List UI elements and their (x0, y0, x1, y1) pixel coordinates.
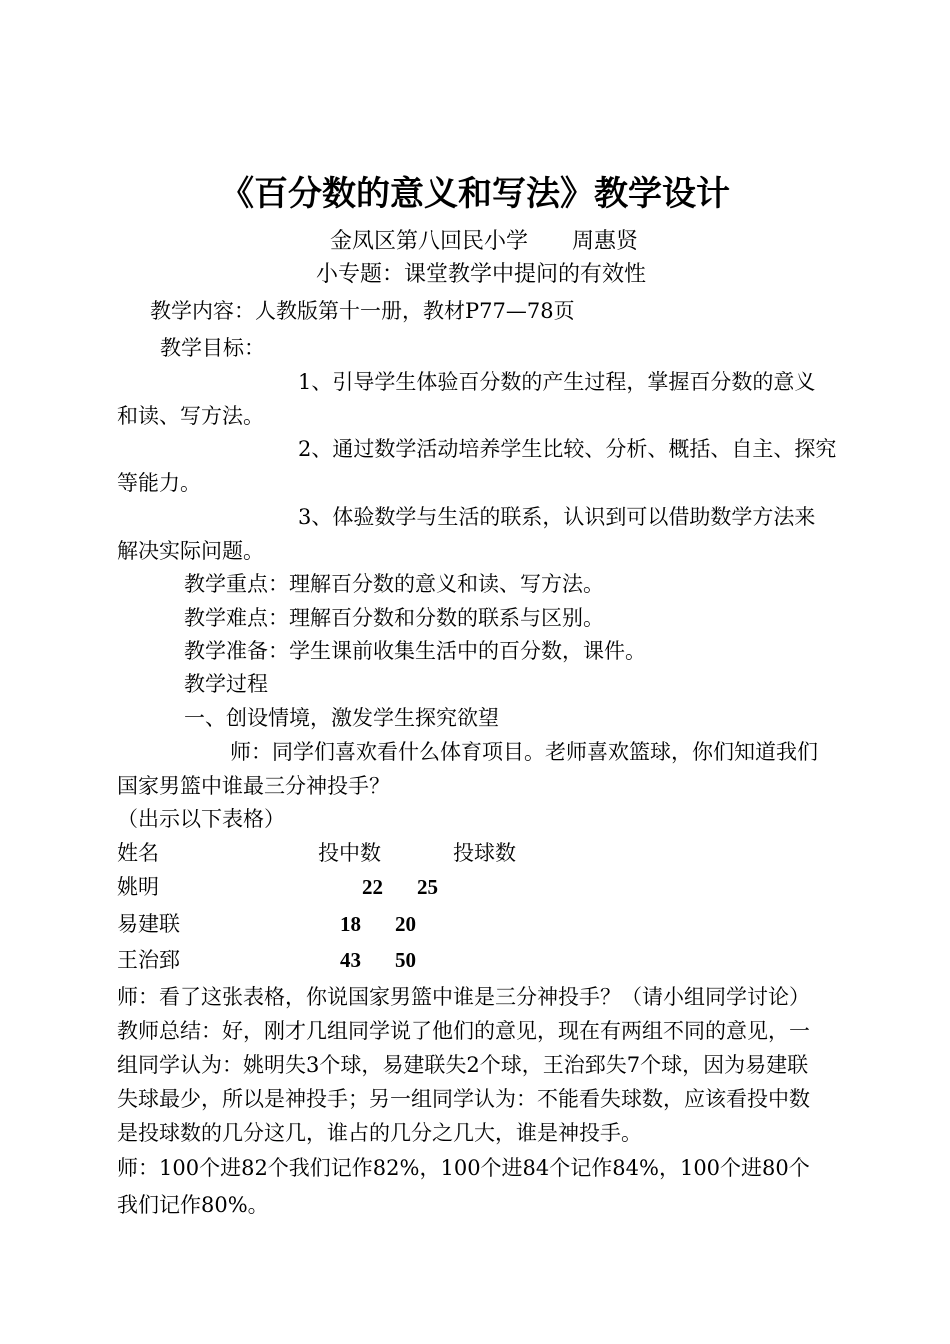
teacher-percent-line-2: 我们记作80%。 (117, 1193, 269, 1217)
topic-line: 小专题：课堂教学中提问的有效性 (316, 262, 647, 287)
teacher-discussion: 师：看了这张表格，你说国家男篮中谁是三分神投手？（请小组同学讨论） (117, 985, 810, 1009)
table-header-made: 投中数 (318, 841, 381, 865)
difficulty: 教学难点：理解百分数和分数的联系与区别。 (184, 606, 604, 630)
goal-1-line-2: 和读、写方法。 (117, 404, 264, 428)
summary-line-2: 组同学认为：姚明失3个球，易建联失2个球，王治郅失7个球，因为易建联 (117, 1053, 809, 1077)
author-line: 金凤区第八回民小学 周惠贤 (330, 229, 639, 254)
teacher-percent-line-1: 师：100个进82个我们记作82%，100个进84个记作84%，100个进80个 (117, 1156, 810, 1180)
teaching-content: 教学内容：人教版第十一册，教材P77—78页 (150, 299, 575, 323)
process-heading: 教学过程 (184, 672, 268, 696)
table-cell-attempts: 25 (417, 875, 438, 899)
table-cell-made: 22 (362, 875, 383, 899)
goal-1-line-1: 1、引导学生体验百分数的产生过程，掌握百分数的意义 (298, 370, 816, 394)
document-title: 《百分数的意义和写法》教学设计 (220, 174, 730, 214)
table-cell-attempts: 20 (395, 912, 416, 936)
goal-3-line-1: 3、体验数学与生活的联系，认识到可以借助数学方法来 (298, 505, 816, 529)
summary-line-1: 教师总结：好，刚才几组同学说了他们的意见，现在有两组不同的意见，一 (117, 1019, 810, 1043)
summary-line-3: 失球最少，所以是神投手；另一组同学认为：不能看失球数，应该看投中数 (117, 1087, 810, 1111)
table-cell-made: 43 (340, 948, 361, 972)
key-point: 教学重点：理解百分数的意义和读、写方法。 (184, 572, 604, 596)
preparation: 教学准备：学生课前收集生活中的百分数，课件。 (184, 639, 646, 663)
goal-2-line-1: 2、通过数学活动培养学生比较、分析、概括、自主、探究 (298, 437, 837, 461)
goal-2-line-2: 等能力。 (117, 471, 201, 495)
summary-line-4: 是投球数的几分这几，谁占的几分之几大，谁是神投手。 (117, 1121, 642, 1145)
show-table-note: （出示以下表格） (117, 807, 285, 831)
table-header-name: 姓名 (117, 841, 159, 865)
table-header-attempts: 投球数 (453, 841, 516, 865)
teacher-question-line-1: 师：同学们喜欢看什么体育项目。老师喜欢篮球，你们知道我们 (230, 740, 818, 764)
section-1-heading: 一、创设情境，激发学生探究欲望 (184, 706, 499, 730)
teacher-question-line-2: 国家男篮中谁最三分神投手？ (117, 774, 390, 798)
table-cell-name: 王治郅 (117, 948, 180, 972)
goal-3-line-2: 解决实际问题。 (117, 539, 264, 563)
table-cell-name: 姚明 (117, 875, 159, 899)
goals-heading: 教学目标： (160, 336, 265, 360)
table-cell-attempts: 50 (395, 948, 416, 972)
table-cell-made: 18 (340, 912, 361, 936)
table-cell-name: 易建联 (117, 912, 180, 936)
